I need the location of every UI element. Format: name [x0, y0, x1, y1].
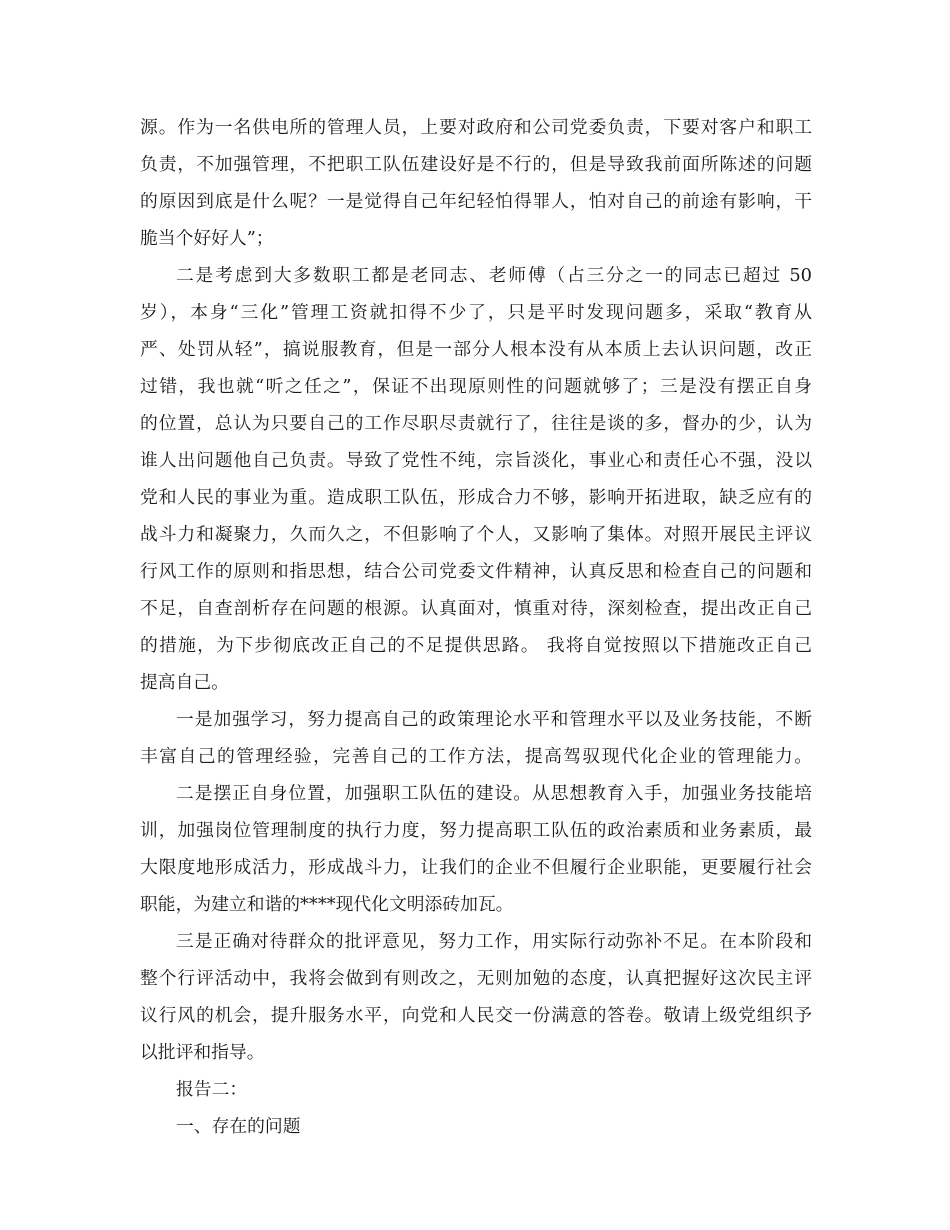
text-line: 负责，不加强管理，不把职工队伍建设好是不行的，但是导致我前面所陈述的问题: [140, 154, 812, 175]
text-line: 训，加强岗位管理制度的执行力度，努力提高职工队伍的政治素质和业务素质，最: [140, 820, 812, 841]
text-line: 不足，自查剖析存在问题的根源。认真面对，慎重对待，深刻检查，提出改正自己: [140, 598, 812, 619]
text-line: 二是考虑到大多数职工都是老同志、老师傅（占三分之一的同志已超过 50: [176, 265, 812, 286]
text-line: 一是加强学习，努力提高自己的政策理论水平和管理水平以及业务技能，不断: [176, 709, 812, 730]
text-line: 丰富自己的管理经验，完善自己的工作方法，提高驾驭现代化企业的管理能力。: [140, 746, 812, 767]
text-line: 议行风的机会，提升服务水平，向党和人民交一份满意的答卷。敬请上级党组织予: [140, 1005, 812, 1026]
text-line: 提高自己。: [140, 672, 229, 693]
text-line: 行风工作的原则和指思想，结合公司党委文件精神，认真反思和检查自己的问题和: [140, 561, 812, 582]
section-heading: 报告二：: [176, 1079, 248, 1100]
text-line: 三是正确对待群众的批评意见，努力工作，用实际行动弥补不足。在本阶段和: [176, 931, 812, 952]
text-line: 过错，我也就“听之任之”，保证不出现原则性的问题就够了；三是没有摆正自身: [140, 376, 812, 397]
text-line: 战斗力和凝聚力，久而久之，不但影响了个人，又影响了集体。对照开展民主评议: [140, 524, 812, 545]
text-line: 整个行评活动中，我将会做到有则改之，无则加勉的态度，认真把握好这次民主评: [140, 968, 812, 989]
text-line: 以批评和指导。: [140, 1042, 265, 1063]
text-line: 大限度地形成活力，形成战斗力，让我们的企业不但履行企业职能，更要履行社会: [140, 857, 812, 878]
text-line: 的原因到底是什么呢？一是觉得自己年纪轻怕得罪人，怕对自己的前途有影响，干: [140, 191, 812, 212]
text-line: 职能，为建立和谐的****现代化文明添砖加瓦。: [140, 894, 514, 915]
text-line: 严、处罚从轻”，搞说服教育，但是一部分人根本没有从本质上去认识问题，改正: [140, 339, 812, 360]
text-line: 脆当个好好人”；: [140, 228, 274, 249]
text-line: 岁），本身“三化”管理工资就扣得不少了，只是平时发现问题多，采取“教育从: [140, 302, 812, 323]
text-line: 谁人出问题他自己负责。导致了党性不纯，宗旨淡化，事业心和责任心不强，没以: [140, 450, 812, 471]
text-line: 的措施，为下步彻底改正自己的不足提供思路。 我将自觉按照以下措施改正自己: [140, 635, 812, 656]
section-heading: 一、存在的问题: [176, 1116, 301, 1137]
text-line: 的位置，总认为只要自己的工作尽职尽责就行了，往往是谈的多，督办的少，认为: [140, 413, 812, 434]
text-line: 源。作为一名供电所的管理人员，上要对政府和公司党委负责，下要对客户和职工: [140, 117, 812, 138]
text-line: 党和人民的事业为重。造成职工队伍，形成合力不够，影响开拓进取，缺乏应有的: [140, 487, 812, 508]
text-line: 二是摆正自身位置，加强职工队伍的建设。从思想教育入手，加强业务技能培: [176, 783, 812, 804]
